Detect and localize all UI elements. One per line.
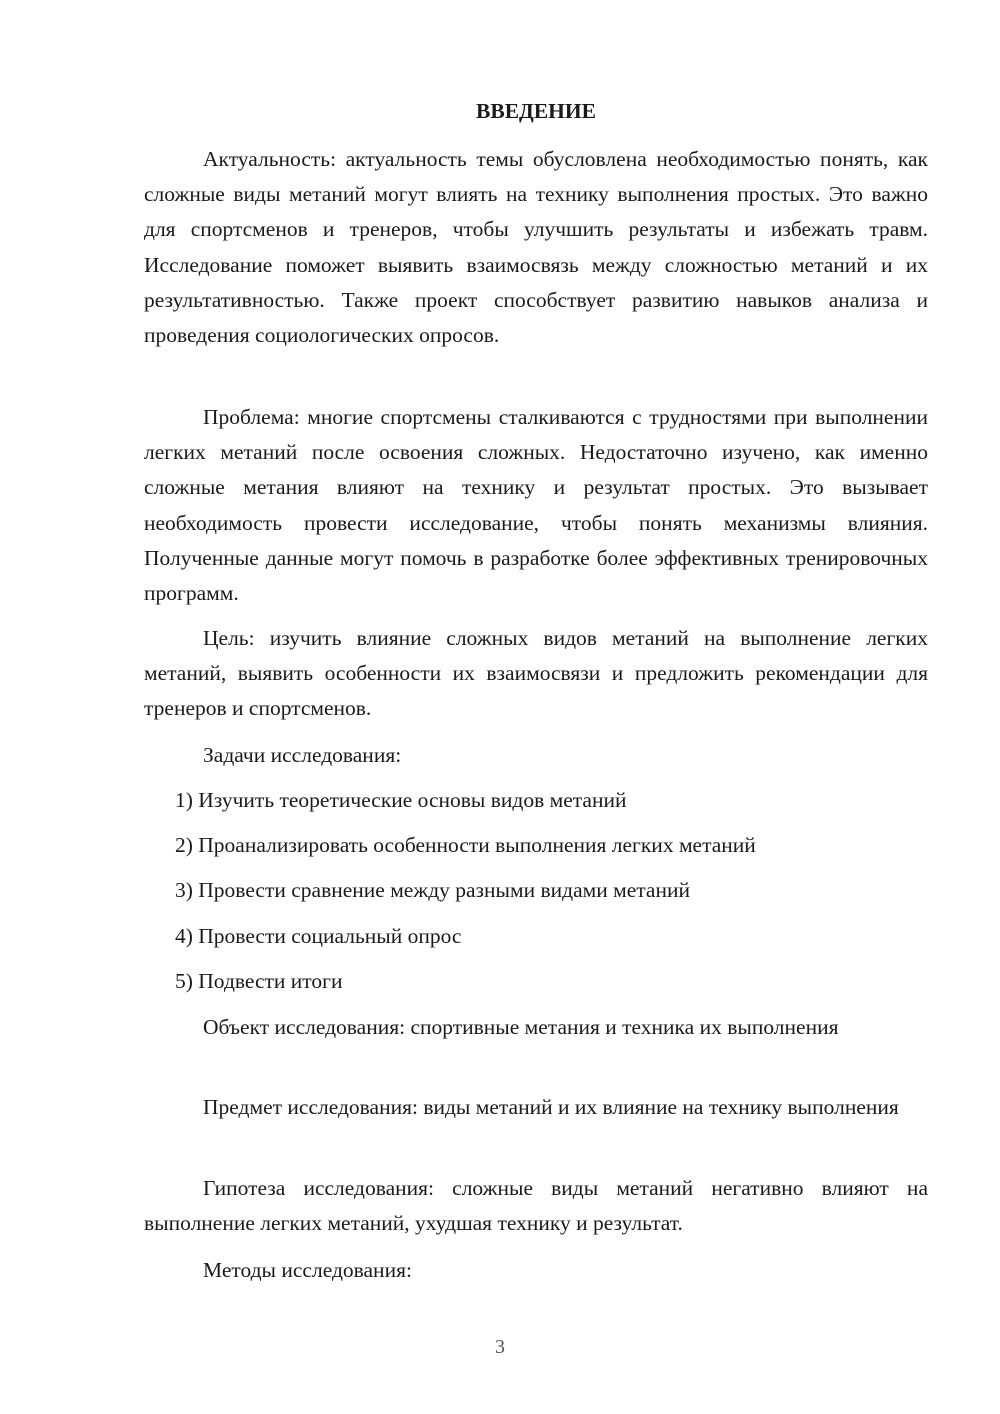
task-item: 2) Проанализировать особенности выполнения легких метаний xyxy=(175,833,756,857)
task-item: 3) Провести сравнение между разными видами метаний xyxy=(175,878,690,902)
task-item: 4) Провести социальный опрос xyxy=(175,924,462,948)
goal-paragraph: Цель: изучить влияние сложных видов метаний на выполнение легких метаний, выявить особенности их взаимосвязи и предложить рекомендации для тренеров и спортсменов. xyxy=(144,626,928,721)
page-number: 3 xyxy=(495,1336,505,1358)
hypothesis-paragraph: Гипотеза исследования: сложные виды метаний негативно влияют на выполнение легких метаний, ухудшая технику и результат. xyxy=(144,1176,928,1236)
tasks-heading: Задачи исследования: xyxy=(203,743,402,767)
object-paragraph: Объект исследования: спортивные метания и техника их выполнения xyxy=(203,1015,839,1039)
section-title: ВВЕДЕНИЕ xyxy=(476,99,596,123)
problem-paragraph: Проблема: многие спортсмены сталкиваются с трудностями при выполнении легких метаний после освоения сложных. Недостаточно изучено, как именно сложные метания влияют на технику и результат простых. Это вызывает необходимость провести исследование, чтобы понять механизмы влияния. Полученные данные могут помочь в разработке более эффективных тренировочных программ. xyxy=(144,405,928,606)
subject-paragraph: Предмет исследования: виды метаний и их влияние на технику выполнения xyxy=(203,1095,899,1119)
task-item: 1) Изучить теоретические основы видов метаний xyxy=(175,788,627,812)
methods-heading: Методы исследования: xyxy=(203,1258,412,1282)
task-item: 5) Подвести итоги xyxy=(175,969,343,993)
relevance-paragraph: Актуальность: актуальность темы обусловлена необходимостью понять, как сложные виды метаний могут влиять на технику выполнения простых. Это важно для спортсменов и тренеров, чтобы улучшить результаты и избежать травм. Исследование поможет выявить взаимосвязь между сложностью метаний и их результативностью. Также проект способствует развитию навыков анализа и проведения социологических опросов. xyxy=(144,147,928,348)
